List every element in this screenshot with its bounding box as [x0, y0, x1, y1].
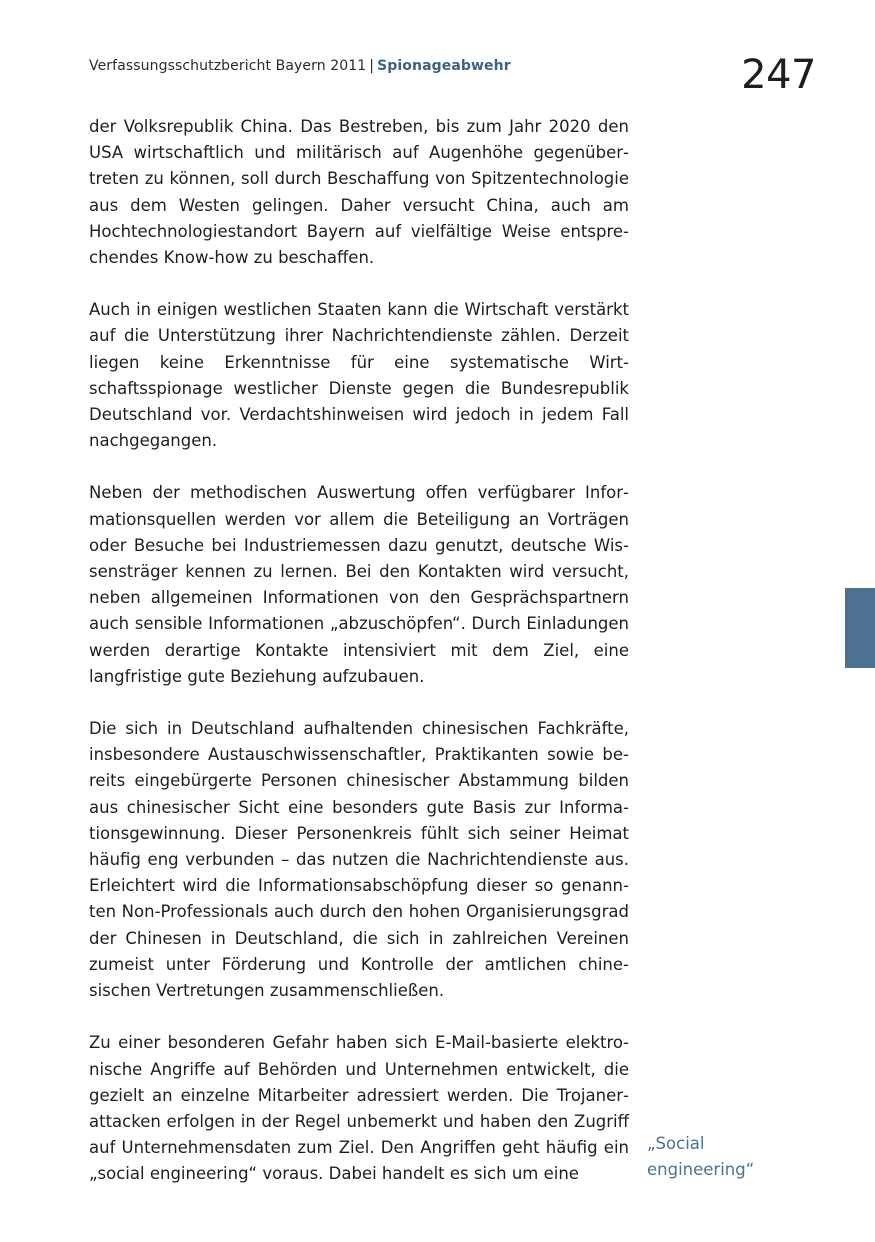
chapter-tab-marker	[845, 588, 875, 668]
page-number: 247	[741, 52, 816, 98]
running-header	[89, 57, 511, 75]
margin-note-line-1: „Social	[647, 1134, 705, 1153]
paragraph-1: der Volksrepublik China. Das Bestreben, bis zum Jahr 2020 den USA wirtschaftlich und militärisch auf Augenhöhe gegenübertreten zu können, soll durch Beschaffung von Spitzentechnologie aus dem Westen gelingen. Daher versucht China, auch am Hochtechnologiestandort Bayern auf vielfältige Weise entsprechendes Know-how zu beschaffen.	[89, 117, 629, 268]
margin-note	[647, 1131, 754, 1183]
paragraph-3: Neben der methodischen Auswertung offen verfügbarer Informationsquellen werden vor allem die Beteiligung an Vorträgen oder Besuche bei Industriemessen dazu genutzt, deutsche Wissensträger kennen zu lernen. Bei den Kontakten wird versucht, neben allgemeinen Informationen von den Gesprächspartnern auch sensible Informationen „abzuschöpfen“. Durch Einladungen werden derartige Kontakte intensiviert mit dem Ziel, eine langfristige gute Beziehung aufzubauen.	[89, 483, 629, 686]
paragraph-4: Die sich in Deutschland aufhaltenden chinesischen Fachkräfte, insbesondere Austauschwissenschaftler, Praktikanten sowie bereits eingebürgerte Personen chinesischer Abstammung bilden aus chinesischer Sicht eine besonders gute Basis zur Informationsgewinnung. Dieser Personenkreis fühlt sich seiner Heimat häufig eng verbunden – das nutzen die Nachrichtendienste aus. Erleichtert wird die Informationsabschöpfung dieser so genannten Non-Professionals auch durch den hohen Organisierungsgrad der Chinesen in Deutschland, die sich in zahlreichen Vereinen zumeist unter Förderung und Kontrolle der amtlichen chinesischen Vertretungen zusammenschließen.	[89, 719, 629, 1001]
paragraph-5: Zu einer besonderen Gefahr haben sich E-Mail-basierte elektronische Angriffe auf Behörden und Unternehmen entwickelt, die gezielt an einzelne Mitarbeiter adressiert werden. Die Trojanerattacken erfolgen in der Regel unbemerkt und haben den Zugriff auf Unternehmensdaten zum Ziel. Den Angriffen geht häufig ein „social engineering“ voraus. Dabei handelt es sich um eine	[89, 1033, 629, 1184]
publication-title: Verfassungsschutzbericht Bayern 2011	[89, 58, 367, 74]
paragraph-2: Auch in einigen westlichen Staaten kann die Wirtschaft verstärkt auf die Unterstützung ihrer Nachrichtendienste zählen. Derzeit liegen keine Erkenntnisse für eine systematische Wirtschaftsspionage westlicher Dienste gegen die Bundesrepublik Deutschland vor. Verdachtshinweisen wird jedoch in jedem Fall nachgegangen.	[89, 300, 629, 451]
header-separator: |	[369, 58, 375, 74]
body-text	[89, 114, 629, 1214]
section-title: Spionageabwehr	[377, 58, 511, 74]
margin-note-line-2: engineering“	[647, 1160, 755, 1180]
